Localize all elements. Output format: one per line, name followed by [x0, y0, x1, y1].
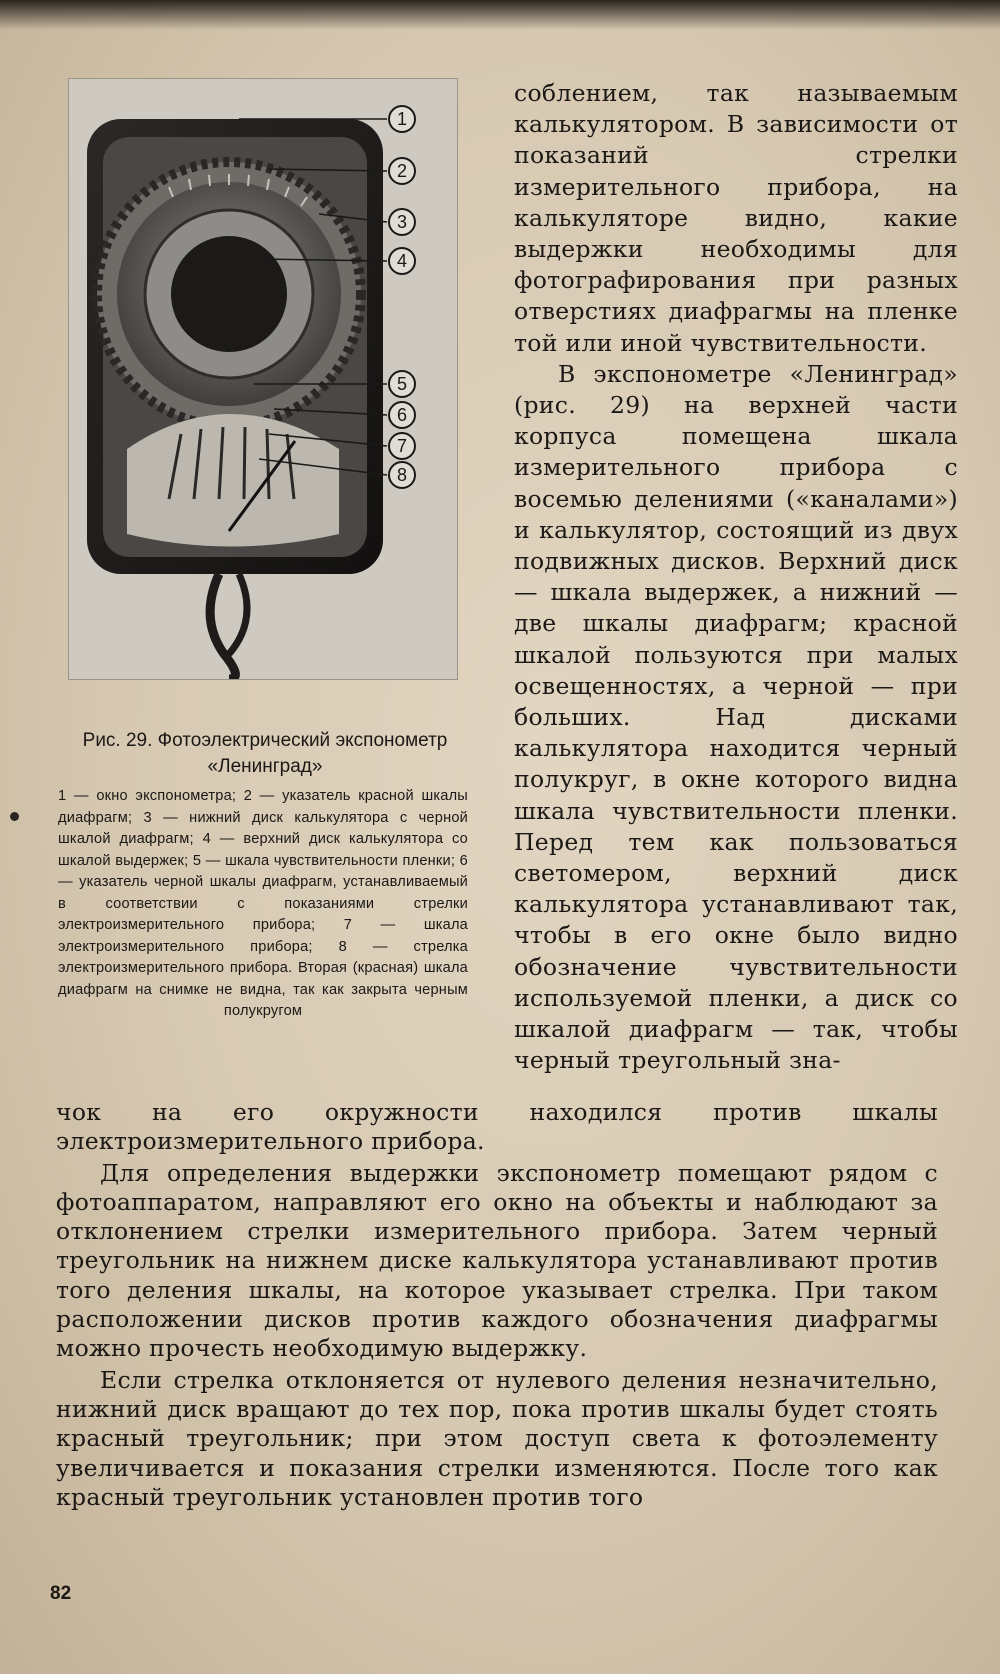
full-width-text — [56, 1098, 938, 1512]
margin-mark — [10, 812, 19, 821]
callout-8: 8 — [396, 465, 408, 485]
paragraph: чок на его окружности находился против шкалы электроизмерительного прибора. — [56, 1098, 938, 1156]
callout-3: 3 — [396, 212, 408, 232]
callout-6: 6 — [396, 405, 408, 425]
callout-4: 4 — [396, 251, 408, 271]
figure-caption-title: Рис. 29. Фотоэлектрический экспонометр «Ленинград» — [82, 730, 448, 777]
paragraph: Для определения выдержки экспонометр помещают рядом с фотоаппаратом, направляют его окно на объекты и наблюдают за отклонением стрелки измерительного прибора. Затем черный треугольник на нижнем диске калькулятора устанавливают против того деления шкалы, на которое указывает стрелка. При таком расположении дисков против каждого обозначения диафрагмы можно прочесть необходимую выдержку. — [56, 1158, 938, 1363]
callout-2: 2 — [396, 161, 408, 181]
paragraph: В экспонометре «Ленинград» (рис. 29) на верхней части корпуса помещена шкала измерительного прибора с восемью делениями («каналами») и калькулятор, состоящий из двух подвижных дисков. Верхний диск — шкала выдержек, а нижний — две шкалы диафрагм; красной шкалой пользуются при малых освещенностях, а черной — при больших. Над дисками калькулятора находится черный полукруг, в окне которого видна шкала чувствительности пленки. Перед тем как пользоваться светомером, верхний диск калькулятора устанавливают так, чтобы в его окне было видно обозначение чувствительности используемой пленки, а диск со шкалой диафрагм — так, чтобы черный треугольный зна- — [514, 359, 958, 1075]
paragraph: соблением, так называемым калькулятором. В зависимости от показаний стрелки измерительного прибора, на калькуляторе видно, какие выдержки необходимы для фотографирования при разных отверстиях диафрагмы на пленке той или иной чувствительности. — [514, 79, 958, 357]
page-number: 82 — [50, 1583, 72, 1604]
figure-exposure-meter-photo — [68, 78, 458, 680]
page-top-shadow — [0, 0, 1000, 30]
right-text-column — [514, 78, 958, 1077]
callout-5: 5 — [396, 374, 408, 394]
meter-window — [171, 236, 287, 352]
callout-1: 1 — [396, 109, 408, 129]
paragraph: Если стрелка отклоняется от нулевого деления незначительно, нижний диск вращают до тех пор, пока против шкалы будет стоять красный треугольник; при этом доступ света к фотоэлементу увеличивается и показания стрелки изменяются. После того как красный треугольник установлен против того — [56, 1365, 938, 1511]
callout-7: 7 — [396, 436, 408, 456]
exposure-meter-illustration — [69, 79, 457, 679]
figure-legend: 1 — окно экспонометра; 2 — указатель красной шкалы диафрагм; 3 — нижний диск калькулятора с черной шкалой диафрагм; 4 — верхний диск калькулятора со шкалой выдержек; 5 — шкала чувствительности пленки; 6 — указатель черной шкалы диафрагм, устанавливаемый в соответствии с показаниями стрелки электроизмерительного прибора; 7 — шкала электроизмерительного прибора; 8 — стрелка электроизмерительного прибора. Вторая (красная) шкала диафрагм на снимке не видна, так как закрыта черным полукругом — [58, 788, 468, 1019]
